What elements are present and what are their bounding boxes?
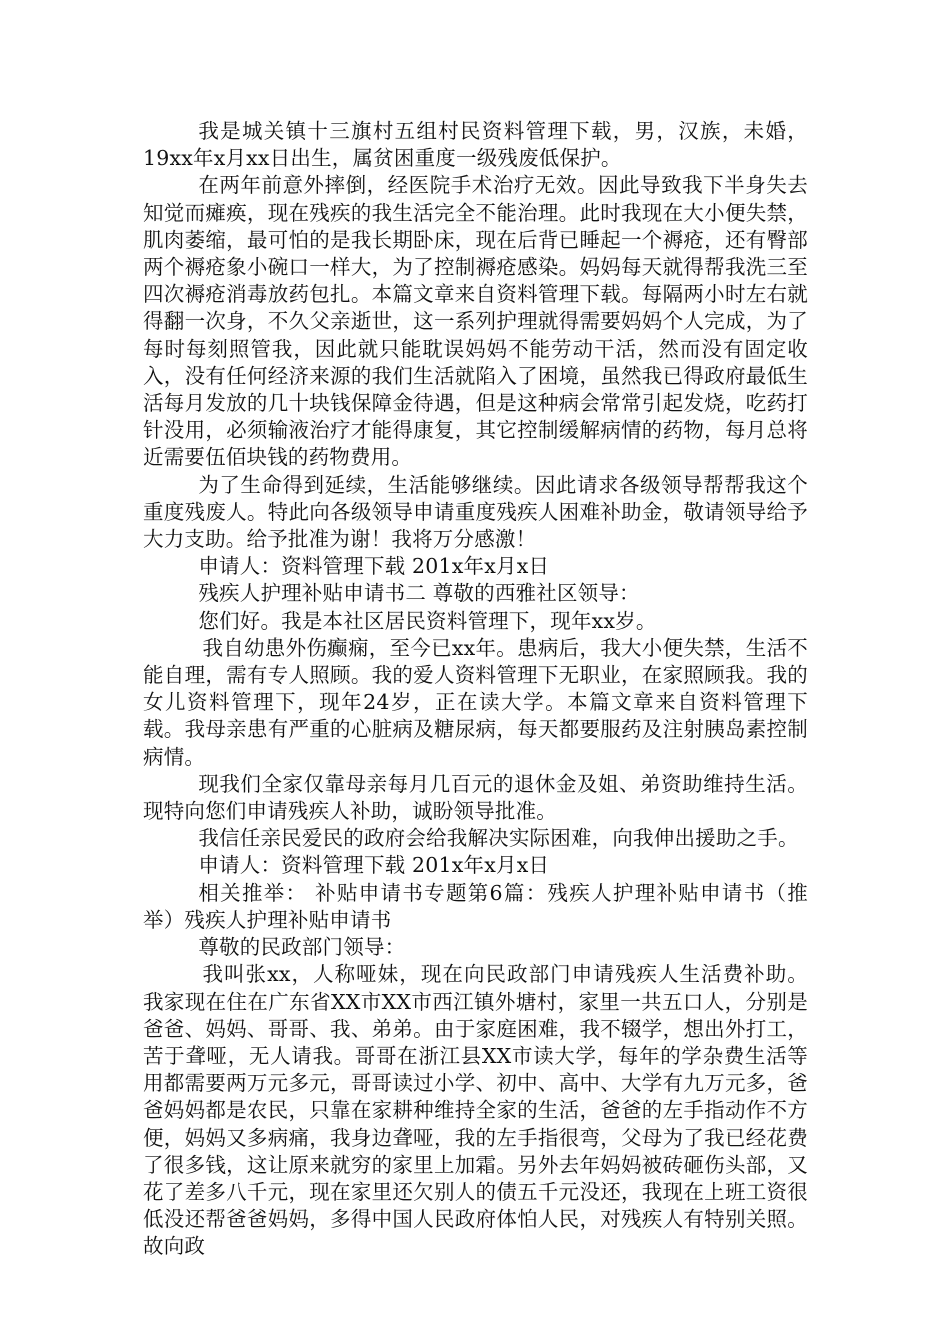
paragraph-zhang-request: 我叫张xx，人称哑妹，现在向民政部门申请残疾人生活费补助。 我家现在住在广东省XX市XX市西江镇外塘村，家里一共五口人，分别是爸爸、妈妈、哥哥、我、弟弟。由于家庭困难，我不辍学，想出外打工，苦于聋哑，无人请我。哥哥在浙江县XX市读大学，每年的学杂费生活等用都需要两万元多元，哥哥读过小学、初中、高中、大学有九万元多，爸爸妈妈都是农民，只靠在家耕种维持全家的生活，爸爸的左手指动作不方便，妈妈又多病痛，我身边聋哑，我的左手指很弯，父母为了我已经花费了很多钱，这让原来就穷的家里上加霜。另外去年妈妈被砖砸伤头部，又花了差多八千元，现在家里还欠别人的债五千元没还，我现在上班工资很低没还帮爸爸妈妈，多得中国人民政府体怕人民，对残疾人有特别关照。故向政	[143, 962, 808, 1259]
related-recommendation: 相关推举： 补贴申请书专题第6篇：残疾人护理补贴申请书（推举）残疾人护理补贴申请书	[143, 880, 808, 932]
letter-three-salutation: 尊敬的民政部门领导：	[198, 935, 406, 960]
applicant-signature-2: 申请人：资料管理下载 201x年x月x日	[198, 853, 550, 878]
applicant-signature-1: 申请人：资料管理下载 201x年x月x日	[198, 554, 550, 579]
paragraph-epilepsy: 我自幼患外伤癫痫，至今已xx年。患病后，我大小便失禁，生活不能自理，需有专人照顾。我的爱人资料管理下无职业，在家照顾我。我的女儿资料管理下，现年24岁，正在读大学。本篇文章来自资料管理下载。我母亲患有严重的心脏病及糖尿病，每天都要服药及注射胰岛素控制病情。	[143, 635, 808, 769]
document-page	[143, 118, 808, 1261]
paragraph-request: 为了生命得到延续，生活能够继续。因此请求各级领导帮帮我这个重度残废人。特此向各级领导申请重度残疾人困难补助金，敬请领导给予大力支助。给予批准为谢！我将万分感激！	[143, 472, 808, 552]
paragraph-family-income: 现我们全家仅靠母亲每月几百元的退休金及姐、弟资助维持生活。现特向您们申请残疾人补助，诚盼领导批准。	[143, 771, 808, 824]
paragraph-accident: 在两年前意外摔倒，经医院手术治疗无效。因此导致我下半身失去知觉而瘫痪，现在残疾的我生活完全不能治理。此时我现在大小便失禁，肌肉萎缩，最可怕的是我长期卧床，现在后背已睡起一个褥疮，还有臀部两个褥疮象小碗口一样大，为了控制褥疮感染。妈妈每天就得帮我洗三至四次褥疮消毒放药包扎。本篇文章来自资料管理下载。每隔两小时左右就得翻一次身，不久父亲逝世，这一系列护理就得需要妈妈个人完成，为了每时每刻照管我，因此就只能耽误妈妈不能劳动干活，然而没有固定收入，没有任何经济来源的我们生活就陷入了困境，虽然我已得政府最低生活每月发放的几十块钱保障金待遇，但是这种病会常常引起发烧，吃药打针没用，必须输液治疗才能得康复，其它控制缓解病情的药物，每月总将近需要伍佰块钱的药物费用。	[143, 173, 808, 470]
paragraph-intro: 我是城关镇十三旗村五组村民资料管理下载，男，汉族，未婚，19xx年x月xx日出生，属贫困重度一级残废低保护。	[143, 119, 808, 171]
letter-two-heading: 残疾人护理补贴申请书二 尊敬的西雅社区领导：	[198, 581, 640, 606]
letter-two-greeting: 您们好。我是本社区居民资料管理下，现年xx岁。	[198, 608, 657, 633]
paragraph-trust: 我信任亲民爱民的政府会给我解决实际困难，向我伸出援助之手。	[198, 826, 799, 851]
